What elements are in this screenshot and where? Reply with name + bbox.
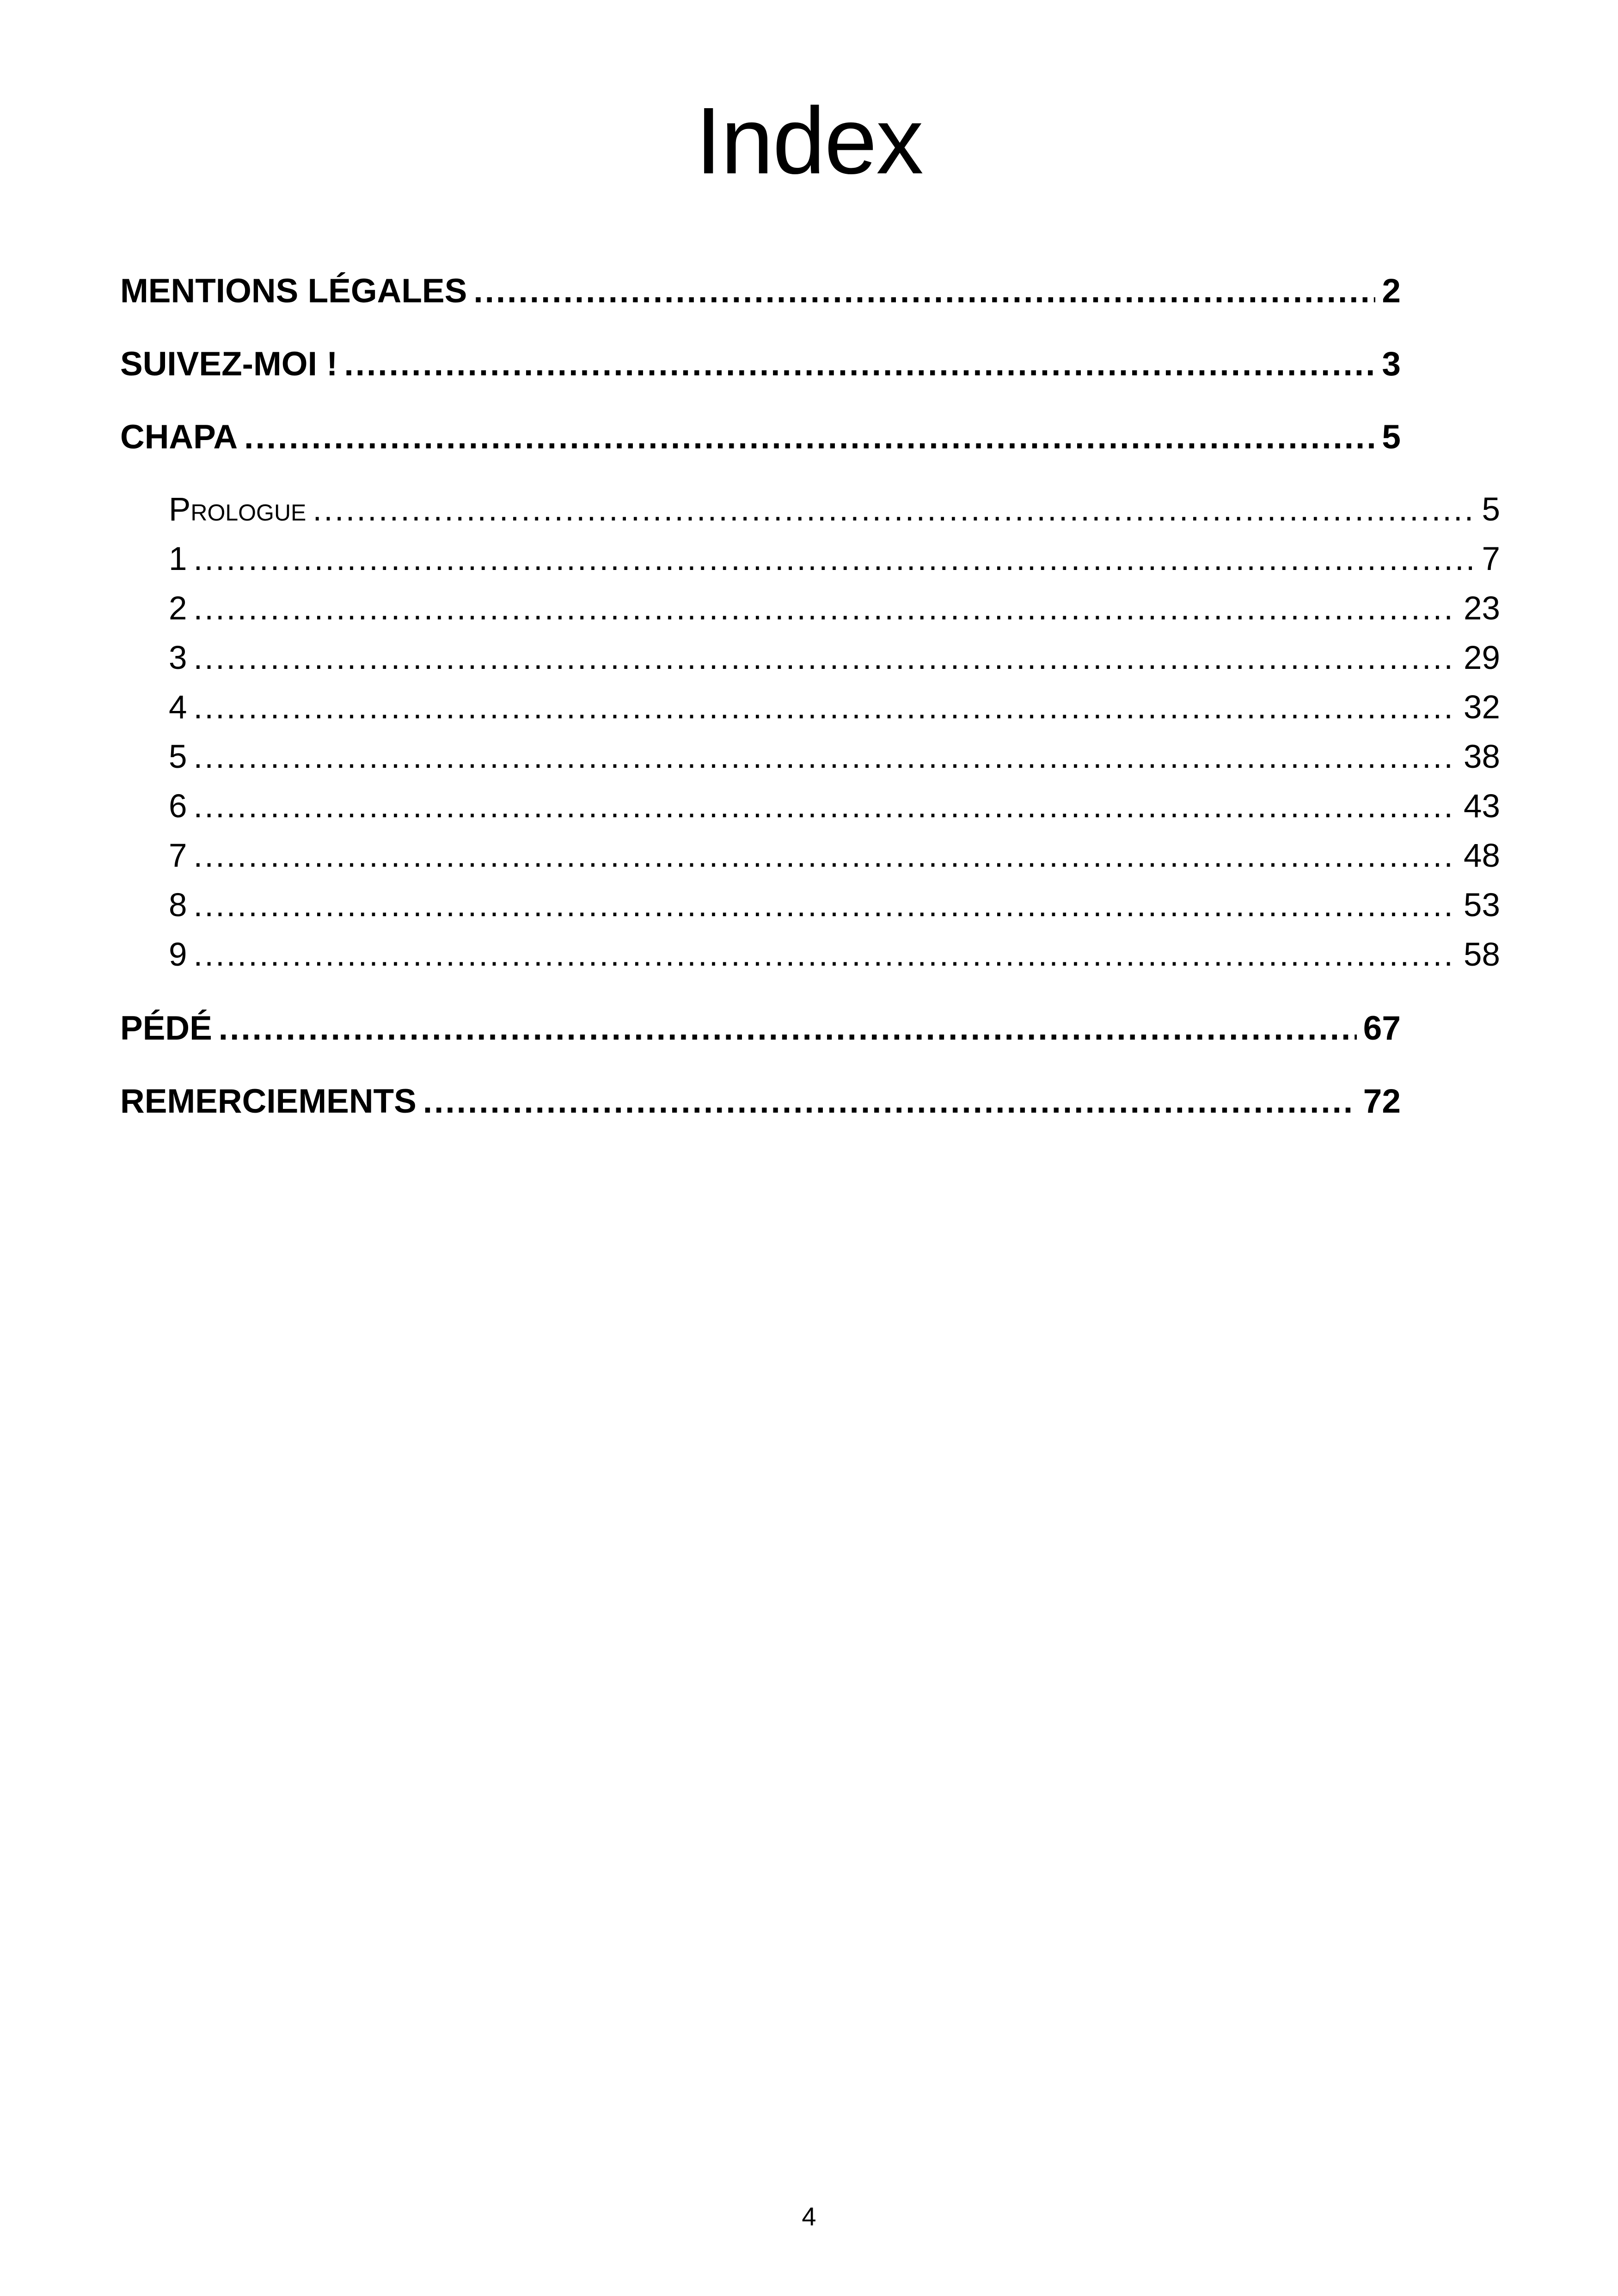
toc-entry-label: CHAPA [120,418,238,456]
toc-entry-page: 7 [1482,541,1500,577]
toc-entry-chapter-1[interactable] [169,536,1500,582]
toc-entry-pede[interactable] [120,1005,1401,1052]
toc-entry-chapter-3[interactable] [169,635,1500,681]
dot-leader [344,341,1375,387]
dot-leader [219,1005,1357,1052]
toc-entry-chapter-9[interactable] [169,932,1500,978]
toc-entry-page: 2 [1382,272,1401,310]
toc-entry-label: 8 [169,887,187,924]
toc-entry-remerciements[interactable] [120,1078,1401,1125]
dot-leader [194,833,1458,879]
dot-leader [473,268,1375,314]
dot-leader [194,932,1458,978]
toc-entry-chapter-7[interactable] [169,833,1500,879]
dot-leader [194,635,1458,681]
toc-entry-page: 53 [1464,887,1500,924]
toc-entry-page: 3 [1382,345,1401,383]
toc-entry-page: 72 [1363,1083,1401,1120]
dot-leader [194,734,1458,780]
dot-leader [194,685,1458,731]
dot-leader [423,1078,1357,1125]
dot-leader [194,784,1458,830]
toc-entry-label: 4 [169,689,187,726]
toc-entry-chapter-5[interactable] [169,734,1500,780]
toc-entry-label: 6 [169,788,187,825]
toc-entry-label: SUIVEZ-MOI ! [120,345,338,383]
dot-leader [244,414,1375,460]
toc-entry-label: 3 [169,640,187,676]
page-number: 4 [802,2202,816,2231]
toc-entry-page: 58 [1464,937,1500,973]
toc-entry-label: 5 [169,739,187,775]
toc-entry-page: 5 [1382,418,1401,456]
toc-entry-page: 32 [1464,689,1500,726]
toc-entry-chapa[interactable] [120,414,1401,460]
toc-entry-label: 1 [169,541,187,577]
toc-entry-page: 5 [1482,491,1500,528]
toc-entry-page: 48 [1464,838,1500,874]
toc-entry-suivez-moi[interactable] [120,341,1401,387]
toc-entry-page: 29 [1464,640,1500,676]
page-title: Index [695,88,923,194]
toc-entry-page: 23 [1464,590,1500,627]
toc-entry-label: PÉDÉ [120,1010,212,1047]
toc-entry-chapter-4[interactable] [169,685,1500,731]
dot-leader [194,536,1476,582]
toc-entry-label: Prologue [169,491,306,528]
toc-entry-chapter-2[interactable] [169,586,1500,632]
toc-entry-page: 67 [1363,1010,1401,1047]
toc-entry-mentions-legales[interactable] [120,268,1401,314]
toc-entry-label: 9 [169,937,187,973]
toc-entry-label: MENTIONS LÉGALES [120,272,467,310]
toc-entry-page: 43 [1464,788,1500,825]
toc-entry-label: 2 [169,590,187,627]
dot-leader [194,586,1458,632]
dot-leader [313,487,1475,533]
toc-entry-chapter-6[interactable] [169,784,1500,830]
dot-leader [194,882,1458,929]
toc-entry-prologue[interactable] [169,487,1500,533]
toc-entry-page: 38 [1464,739,1500,775]
toc-entry-chapter-8[interactable] [169,882,1500,929]
toc-entry-label: REMERCIEMENTS [120,1083,417,1120]
toc-entry-label: 7 [169,838,187,874]
